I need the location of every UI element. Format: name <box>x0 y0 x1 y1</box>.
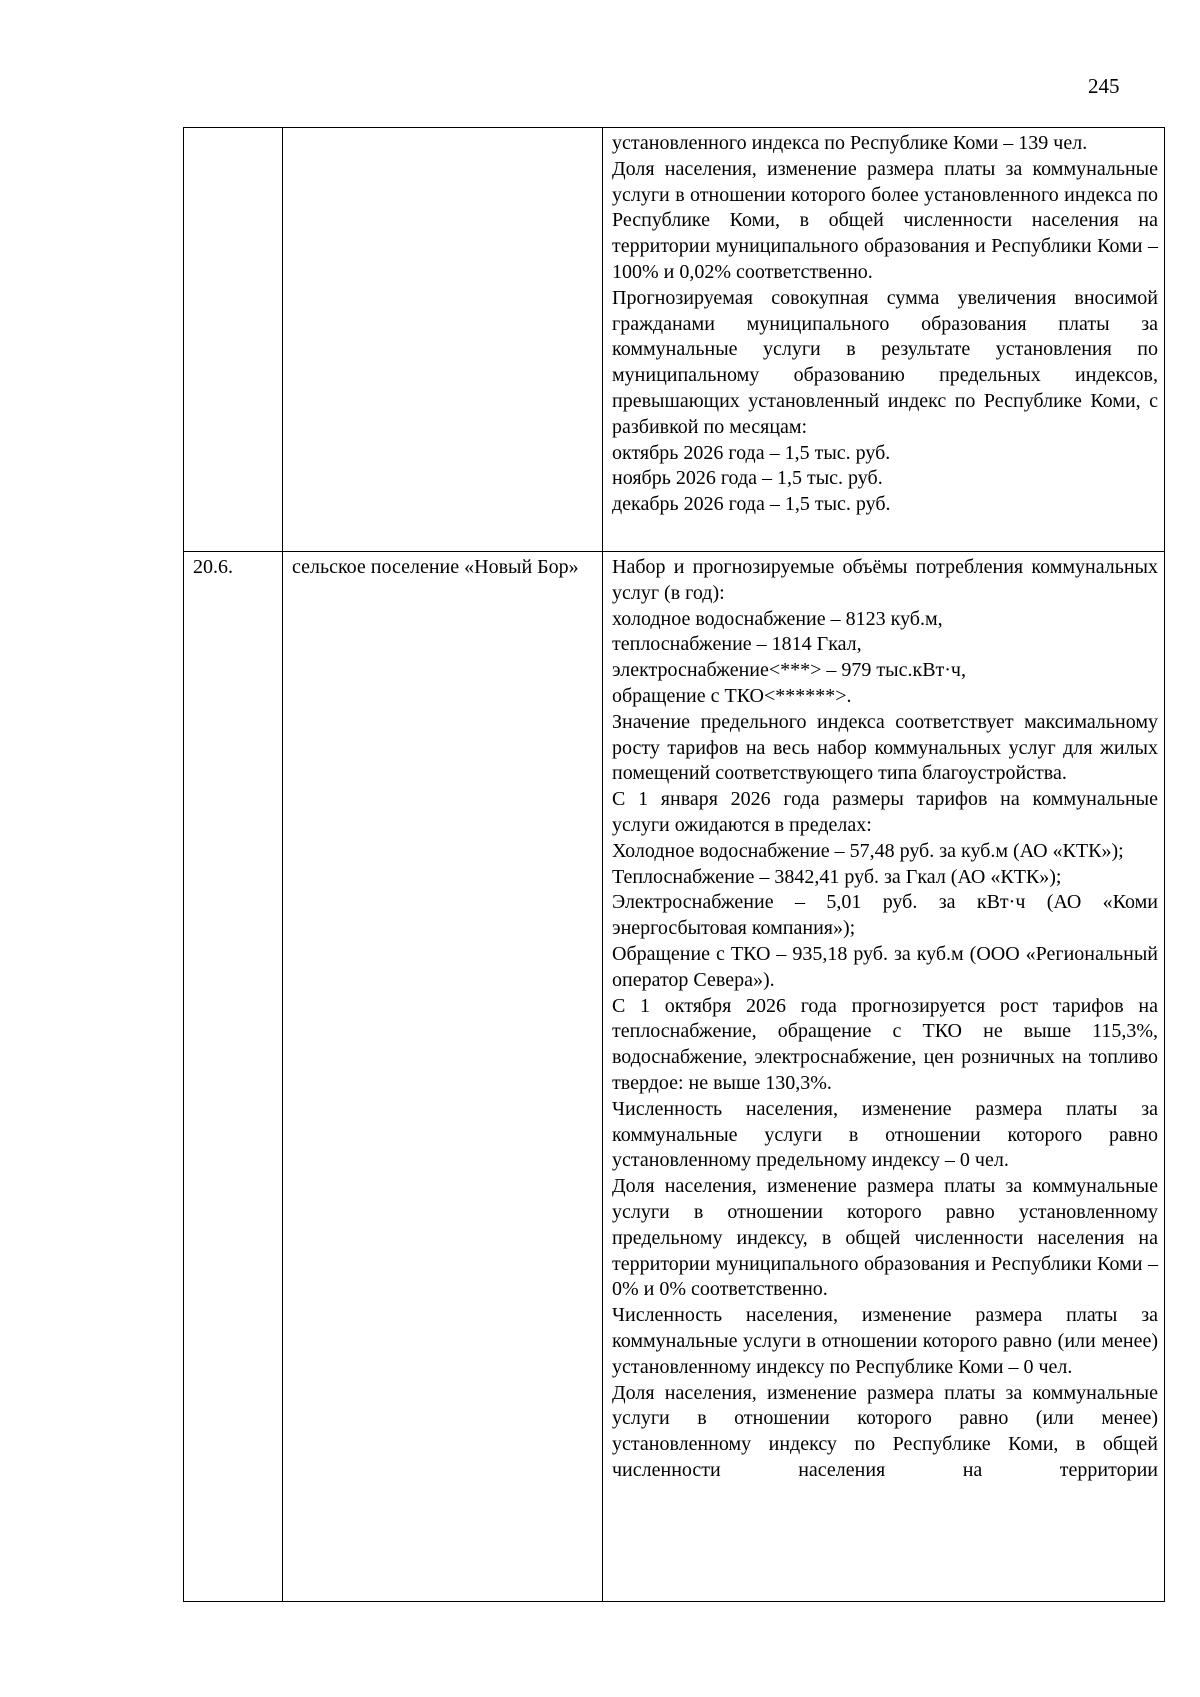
municipality-cell <box>283 128 603 552</box>
paragraph: Численность населения, изменение размера платы за коммунальные услуги в отношении которого равно установленному предельному индексу – 0 чел. <box>612 1097 1158 1172</box>
description-cell <box>603 552 1165 1602</box>
paragraph: Прогнозируемая совокупная сумма увеличения вносимой гражданами муниципального образования платы за коммунальные услуги в результате установления по муниципальному образованию предельных индексов, превышающих установленный индекс по Республике Коми, с разбивкой по месяцам: <box>612 286 1158 438</box>
paragraph: Доля населения, изменение размера платы за коммунальные услуги в отношении которого равно (или менее) установленному индексу по Республике Коми, в общей численности населения на территории <box>612 1381 1158 1481</box>
paragraph: холодное водоснабжение – 8123 куб.м, <box>612 607 943 630</box>
paragraph: установленного индекса по Республике Коми – 139 чел. <box>612 132 1088 154</box>
paragraph: Теплоснабжение – 3842,41 руб. за Гкал (АО «КТК»); <box>612 865 1062 888</box>
paragraph: Доля населения, изменение размера платы за коммунальные услуги в отношении которого более установленного индекса по Республике Коми, в общей численности населения на территории муниципального образования и Республики Коми – 100% и 0,02% соответственно. <box>612 157 1158 283</box>
row-number-cell <box>184 128 283 552</box>
paragraph: Численность населения, изменение размера платы за коммунальные услуги в отношении которого равно (или менее) установленному индексу по Республике Коми – 0 чел. <box>612 1304 1158 1378</box>
paragraph: октябрь 2026 года – 1,5 тыс. руб. <box>612 441 891 464</box>
page-number: 245 <box>1088 74 1120 98</box>
paragraph: электроснабжение<***> – 979 тыс.кВт·ч, <box>612 659 966 682</box>
paragraph: декабрь 2026 года – 1,5 тыс. руб. <box>612 493 891 516</box>
description-cell <box>603 128 1165 552</box>
paragraph: С 1 октября 2026 года прогнозируется рост тарифов на теплоснабжение, обращение с ТКО не выше 115,3%, водоснабжение, электроснабжение, цен розничных на топливо твердое: не выше 130,3%. <box>612 994 1158 1094</box>
document-table <box>183 127 1165 1602</box>
table-row <box>184 552 1165 1602</box>
paragraph: обращение с ТКО<******>. <box>612 684 852 707</box>
paragraph: Значение предельного индекса соответствует максимальному росту тарифов на весь набор коммунальных услуг для жилых помещений соответствующего типа благоустройства. <box>612 710 1158 785</box>
paragraph: Доля населения, изменение размера платы за коммунальные услуги в отношении которого равно установленному предельному индексу, в общей численности населения на территории муниципального образования и Республики Коми – 0% и 0% соответственно. <box>612 1175 1158 1301</box>
paragraph: Холодное водоснабжение – 57,48 руб. за куб.м (АО «КТК»); <box>612 839 1124 862</box>
row-number-cell: 20.6. <box>184 552 283 1602</box>
paragraph: Набор и прогнозируемые объёмы потребления коммунальных услуг (в год): <box>612 556 1158 604</box>
table-row <box>184 128 1165 552</box>
paragraph: теплоснабжение – 1814 Гкал, <box>612 633 862 656</box>
paragraph: С 1 января 2026 года размеры тарифов на коммунальные услуги ожидаются в пределах: <box>612 788 1158 836</box>
paragraph: Электроснабжение – 5,01 руб. за кВт·ч (АО «Коми энергосбытовая компания»); <box>612 891 1158 940</box>
municipality-cell: сельское поселение «Новый Бор» <box>283 552 603 1602</box>
paragraph: Обращение с ТКО – 935,18 руб. за куб.м (ООО «Региональный оператор Севера»). <box>612 942 1158 991</box>
paragraph: ноябрь 2026 года – 1,5 тыс. руб. <box>612 467 883 490</box>
